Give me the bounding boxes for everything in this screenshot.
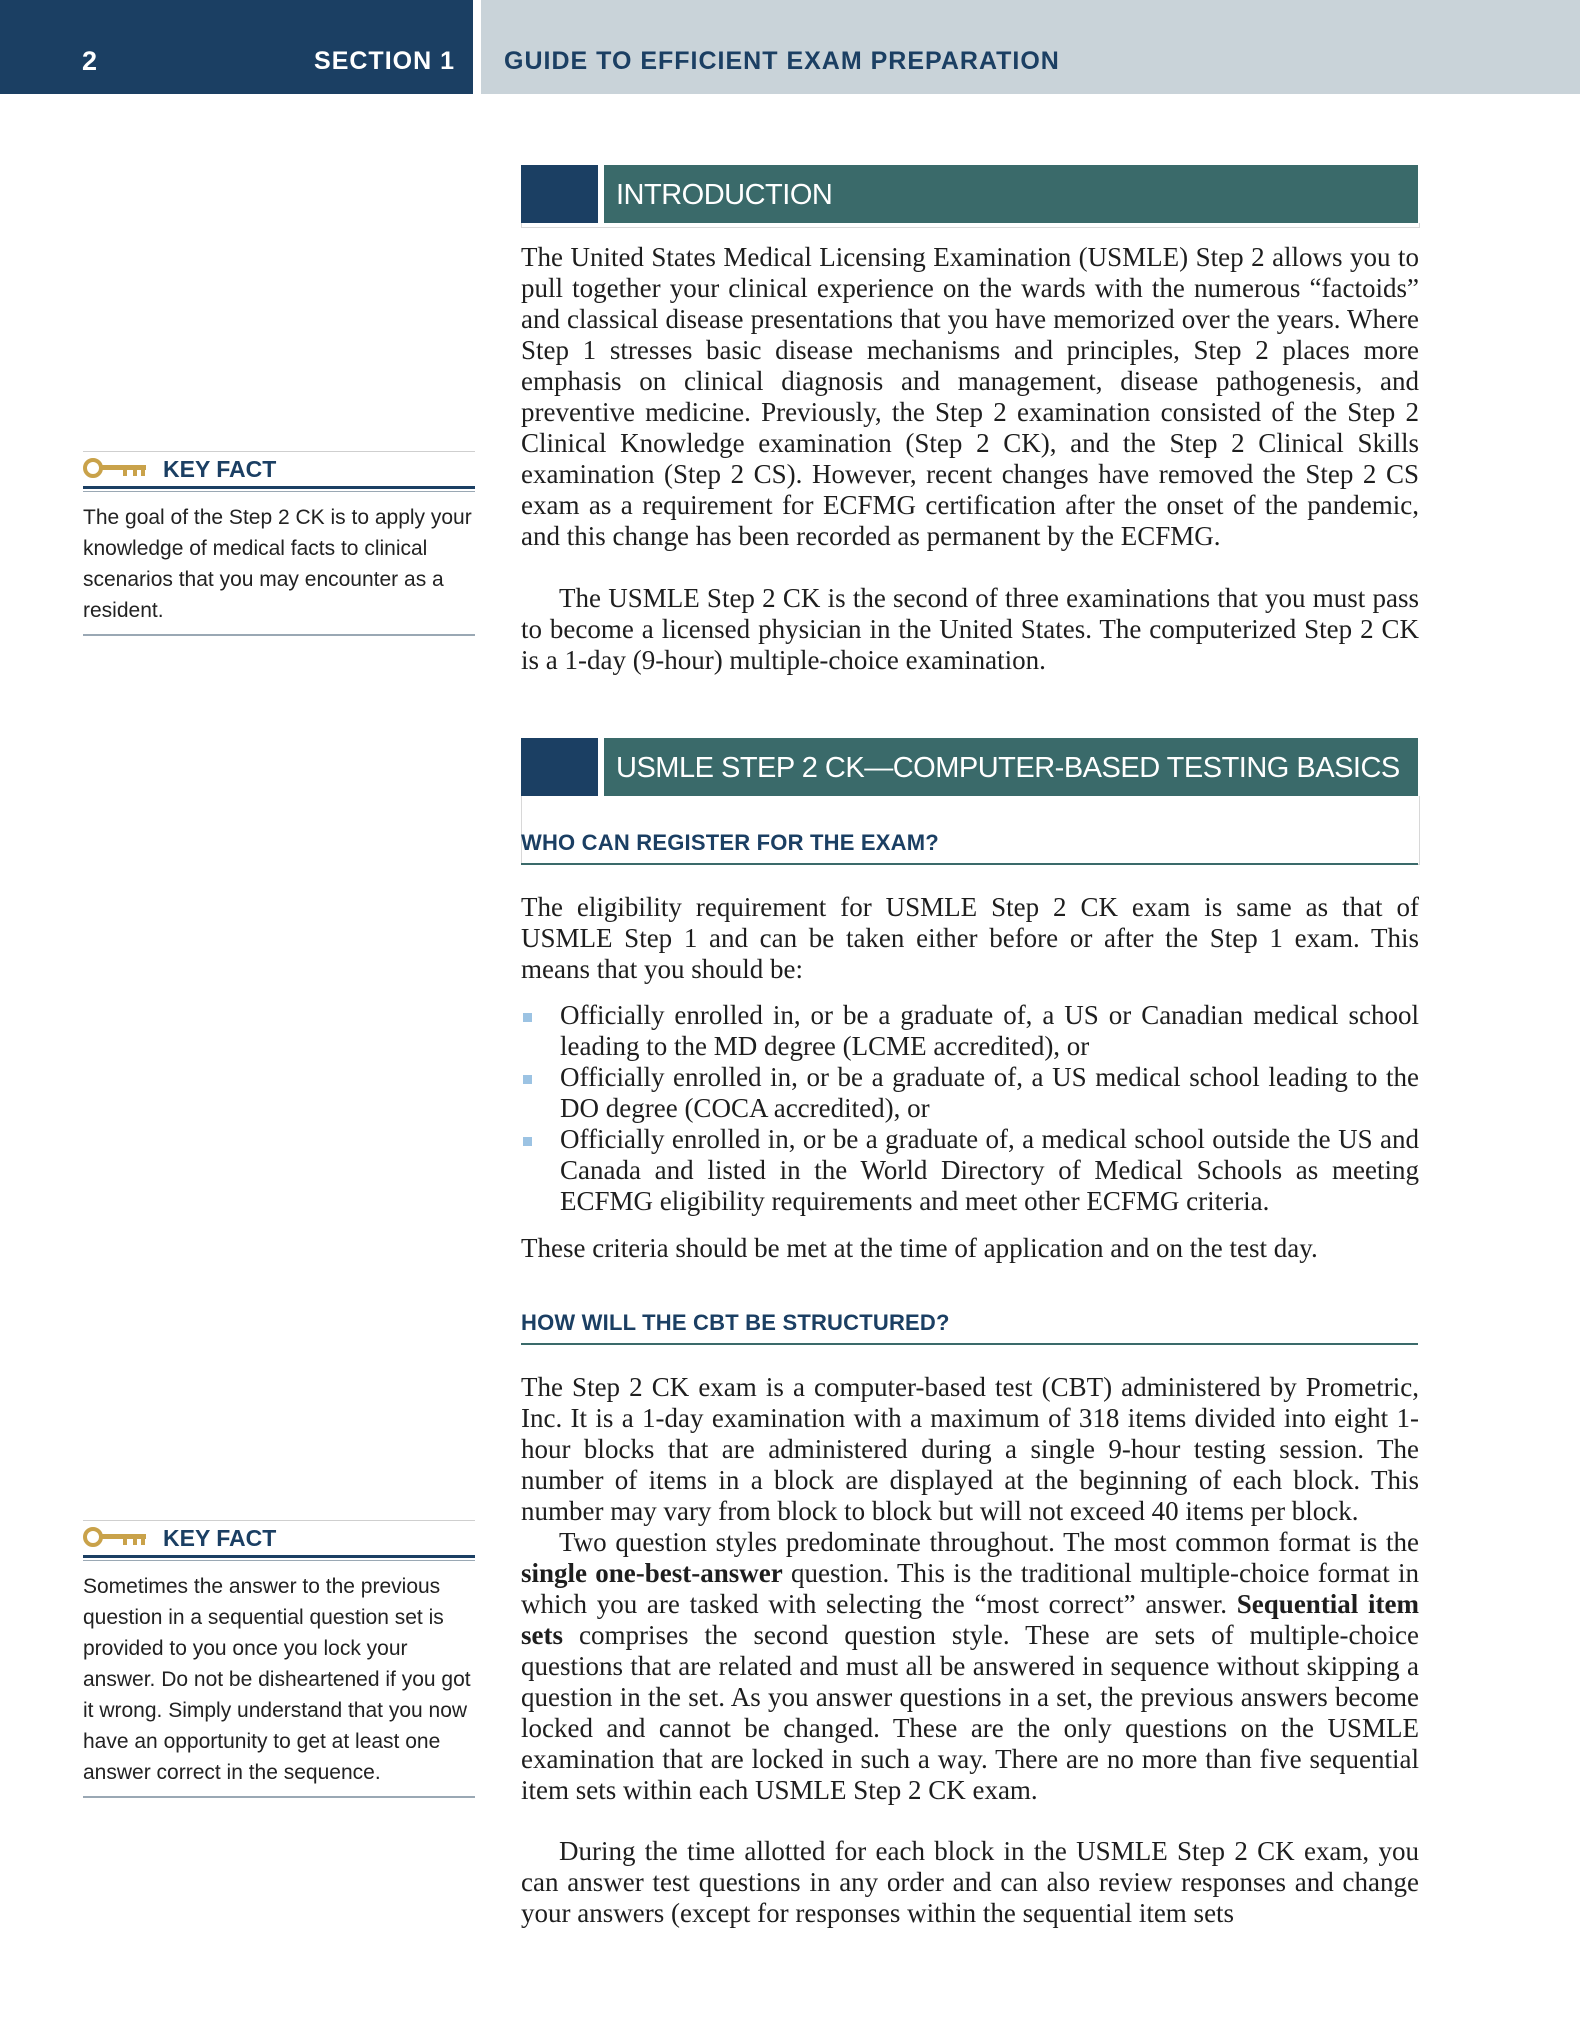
key-fact-text: Sometimes the answer to the previous question in a sequential question set is provided to you once you lock your answer. Do not be disheartened if you got it wrong. Simply understand that you now have an opportunity to get at least one answer correct in the sequence. [83,1561,475,1798]
bullet-square-icon [523,1137,532,1146]
eligibility-list [521,1000,1419,1217]
text-run: comprises the second question style. These are sets of multiple-choice questions that are related and must all be answered in sequence without skipping a question in the set. As you answer questions in a set, the previous answers become locked and cannot be changed. These are the only questions on the USMLE examination that are locked in such a way. There are no more than five sequential item sets within each USMLE Step 2 CK exam. [521,1620,1419,1805]
page-header-right [481,0,1580,94]
key-fact-box [83,1520,475,1798]
bullet-square-icon [523,1013,532,1022]
intro-paragraph-2: The USMLE Step 2 CK is the second of three examinations that you must pass to become a licensed physician in the United States. The computerized Step 2 CK is a 1-day (9-hour) multiple-choice examination. [521,583,1419,675]
page-header-left [0,0,473,94]
subheading-who-can-register [521,830,1418,865]
text-run: Two question styles predominate throughout. The most common format is the [559,1527,1419,1557]
section-title: USMLE STEP 2 CK—COMPUTER-BASED TESTING BASICS [616,752,1400,784]
intro-paragraph-1: The United States Medical Licensing Examination (USMLE) Step 2 allows you to pull together your clinical experience on the wards with the numerous “factoids” and classical disease presentations that you have memorized over the years. Where Step 1 stresses basic disease mechanisms and principles, Step 2 places more emphasis on clinical diagnosis and management, disease pathogenesis, and preventive medicine. Previously, the Step 2 examination consisted of the Step 2 Clinical Knowledge examination (Step 2 CK), and the Step 2 Clinical Skills examination (Step 2 CS). However, recent changes have removed the Step 2 CS exam as a requirement for ECFMG certification after the onset of the pandemic, and this change has been recorded as permanent by the ECFMG. [521,242,1419,551]
key-icon [83,458,149,478]
section-banner-cbt-basics [521,738,1418,796]
list-item-text: Officially enrolled in, or be a graduate of, a US or Canadian medical school leading to the MD degree (LCME accredited), or [560,1000,1419,1061]
structure-paragraph-1: The Step 2 CK exam is a computer-based test (CBT) administered by Prometric, Inc. It is a 1-day examination with a maximum of 318 items divided into eight 1-hour blocks that are administered during a single 9-hour testing session. The number of items in a block are displayed at the beginning of each block. This number may vary from block to block but will not exceed 40 items per block. [521,1372,1419,1526]
list-item [521,1000,1419,1062]
section-banner-introduction [521,165,1418,223]
banner-square [521,738,598,796]
banner-bar [604,738,1418,796]
banner-frame [521,223,1420,228]
list-item [521,1062,1419,1124]
key-icon [83,1527,149,1547]
key-fact-header [83,451,475,489]
key-fact-box [83,451,475,636]
list-item-text: Officially enrolled in, or be a graduate of, a US medical school leading to the DO degree (COCA accredited), or [560,1062,1419,1123]
register-paragraph-1: The eligibility requirement for USMLE Step 2 CK exam is same as that of USMLE Step 1 and can be taken either before or after the Step 1 exam. This means that you should be: [521,892,1419,984]
list-item [521,1124,1419,1217]
key-fact-header [83,1520,475,1558]
subheading-text: WHO CAN REGISTER FOR THE EXAM? [521,830,939,855]
key-fact-title: KEY FACT [163,1525,277,1551]
key-fact-text: The goal of the Step 2 CK is to apply your knowledge of medical facts to clinical scenarios that you may encounter as a resident. [83,492,475,636]
register-paragraph-2: These criteria should be met at the time of application and on the test day. [521,1233,1318,1263]
banner-square [521,165,598,223]
structure-paragraph-3: During the time allotted for each block in the USMLE Step 2 CK exam, you can answer test questions in any order and can also review responses and change your answers (except for responses within the sequential item sets [521,1836,1419,1928]
bold-term: single one-best-answer [521,1558,783,1588]
banner-bar [604,165,1418,223]
running-title: GUIDE TO EFFICIENT EXAM PREPARATION [504,47,1060,75]
text-run: question. This is the traditional multiple-choice format in which you are tasked with selecting the “most correct” answer. [521,1558,1419,1619]
section-label: SECTION 1 [314,47,455,75]
key-fact-title: KEY FACT [163,456,277,482]
bold-term: Sequential item sets [521,1589,1420,1650]
page-number: 2 [82,46,98,76]
subheading-text: HOW WILL THE CBT BE STRUCTURED? [521,1310,950,1335]
section-title: INTRODUCTION [616,179,833,211]
bullet-square-icon [523,1075,532,1084]
structure-paragraph-2 [521,1527,1419,1806]
subheading-cbt-structure [521,1310,1418,1345]
list-item-text: Officially enrolled in, or be a graduate of, a medical school outside the US and Canada and listed in the World Directory of Medical Schools as meeting ECFMG eligibility requirements and meet other ECFMG criteria. [560,1124,1419,1216]
